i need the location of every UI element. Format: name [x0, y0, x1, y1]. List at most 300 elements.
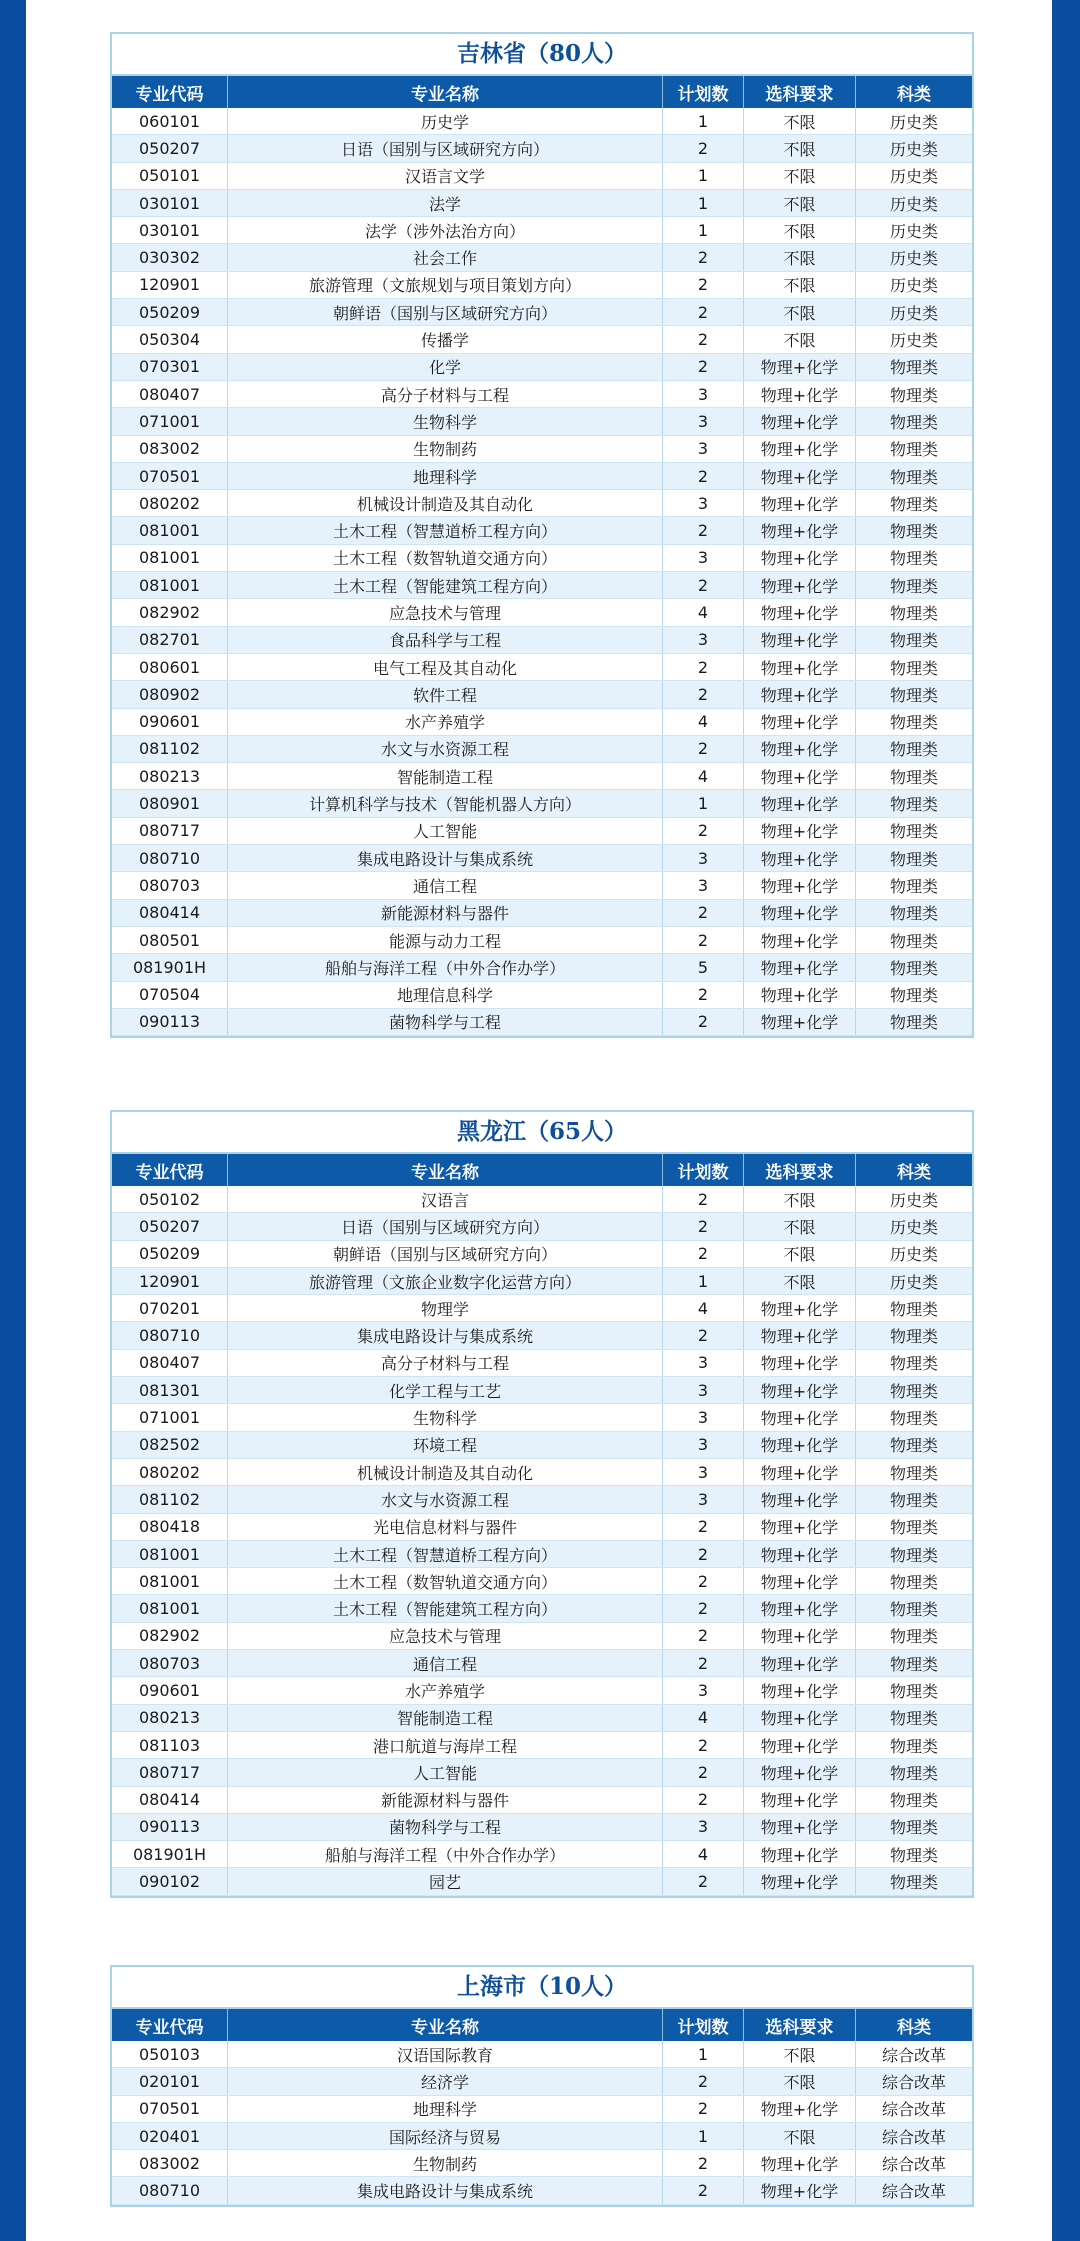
major-code-cell: 081001 — [112, 1540, 228, 1567]
plan-count-cell: 3 — [663, 1458, 744, 1485]
plan-count-cell: 2 — [663, 1568, 744, 1595]
major-code-cell: 080901 — [112, 790, 228, 817]
column-header: 计划数 — [663, 2009, 744, 2041]
category-cell: 历史类 — [856, 326, 973, 353]
subject-requirement-cell: 物理+化学 — [744, 1540, 856, 1567]
subject-requirement-cell: 物理+化学 — [744, 790, 856, 817]
major-name-cell: 水产养殖学 — [228, 1677, 663, 1704]
subject-requirement-cell: 物理+化学 — [744, 2150, 856, 2177]
column-header: 选科要求 — [744, 1154, 856, 1186]
major-name-cell: 软件工程 — [228, 681, 663, 708]
plan-count-cell: 3 — [663, 872, 744, 899]
subject-requirement-cell: 物理+化学 — [744, 1458, 856, 1485]
table-row — [112, 681, 972, 708]
table-header-row — [112, 2009, 972, 2041]
major-code-cell: 090601 — [112, 708, 228, 735]
subject-requirement-cell: 不限 — [744, 2041, 856, 2068]
column-header: 专业名称 — [228, 1154, 663, 1186]
table-row — [112, 1868, 972, 1895]
category-cell: 历史类 — [856, 108, 973, 135]
major-name-cell: 新能源材料与器件 — [228, 1786, 663, 1813]
plan-count-cell: 2 — [663, 1322, 744, 1349]
table-row — [112, 626, 972, 653]
subject-requirement-cell: 不限 — [744, 1213, 856, 1240]
plan-count-cell: 1 — [663, 162, 744, 189]
category-cell: 物理类 — [856, 790, 973, 817]
plan-count-cell: 3 — [663, 626, 744, 653]
right-side-bar — [1052, 0, 1080, 2241]
plan-count-cell: 3 — [663, 1431, 744, 1458]
major-code-cell: 070501 — [112, 2095, 228, 2122]
category-cell: 历史类 — [856, 299, 973, 326]
plan-table — [112, 2009, 972, 2205]
category-cell: 物理类 — [856, 1813, 973, 1840]
major-name-cell: 菌物科学与工程 — [228, 1813, 663, 1840]
subject-requirement-cell: 物理+化学 — [744, 599, 856, 626]
subject-requirement-cell: 物理+化学 — [744, 2177, 856, 2204]
plan-count-cell: 2 — [663, 2068, 744, 2095]
major-code-cell: 080601 — [112, 653, 228, 680]
category-cell: 综合改革 — [856, 2041, 973, 2068]
plan-count-cell: 1 — [663, 189, 744, 216]
major-name-cell: 国际经济与贸易 — [228, 2122, 663, 2149]
subject-requirement-cell: 物理+化学 — [744, 380, 856, 407]
subject-requirement-cell: 物理+化学 — [744, 544, 856, 571]
plan-count-cell: 3 — [663, 1486, 744, 1513]
subject-requirement-cell: 物理+化学 — [744, 2095, 856, 2122]
plan-count-cell: 2 — [663, 1213, 744, 1240]
major-name-cell: 通信工程 — [228, 872, 663, 899]
province-section — [110, 1965, 974, 2207]
table-row — [112, 517, 972, 544]
major-code-cell: 070301 — [112, 353, 228, 380]
column-header: 计划数 — [663, 1154, 744, 1186]
category-cell: 物理类 — [856, 708, 973, 735]
major-name-cell: 汉语言文学 — [228, 162, 663, 189]
category-cell: 物理类 — [856, 1868, 973, 1895]
major-name-cell: 土木工程（数智轨道交通方向） — [228, 544, 663, 571]
subject-requirement-cell: 不限 — [744, 189, 856, 216]
category-cell: 综合改革 — [856, 2177, 973, 2204]
column-header: 专业代码 — [112, 76, 228, 108]
category-cell: 物理类 — [856, 1704, 973, 1731]
plan-count-cell: 2 — [663, 1622, 744, 1649]
major-name-cell: 集成电路设计与集成系统 — [228, 2177, 663, 2204]
category-cell: 物理类 — [856, 981, 973, 1008]
table-row — [112, 981, 972, 1008]
category-cell: 物理类 — [856, 1677, 973, 1704]
major-name-cell: 智能制造工程 — [228, 1704, 663, 1731]
plan-count-cell: 2 — [663, 2177, 744, 2204]
major-name-cell: 高分子材料与工程 — [228, 380, 663, 407]
major-code-cell: 030302 — [112, 244, 228, 271]
subject-requirement-cell: 物理+化学 — [744, 1868, 856, 1895]
plan-count-cell: 2 — [663, 1759, 744, 1786]
plan-count-cell: 2 — [663, 926, 744, 953]
subject-requirement-cell: 物理+化学 — [744, 681, 856, 708]
table-row — [112, 1240, 972, 1267]
category-cell: 物理类 — [856, 653, 973, 680]
major-name-cell: 生物制药 — [228, 2150, 663, 2177]
major-code-cell: 080902 — [112, 681, 228, 708]
category-cell: 物理类 — [856, 353, 973, 380]
plan-count-cell: 2 — [663, 1513, 744, 1540]
major-code-cell: 080717 — [112, 817, 228, 844]
table-header-row — [112, 76, 972, 108]
subject-requirement-cell: 物理+化学 — [744, 1622, 856, 1649]
major-code-cell: 071001 — [112, 408, 228, 435]
table-row — [112, 2122, 972, 2149]
major-name-cell: 新能源材料与器件 — [228, 899, 663, 926]
major-code-cell: 080213 — [112, 1704, 228, 1731]
major-name-cell: 法学（涉外法治方向） — [228, 217, 663, 244]
major-name-cell: 日语（国别与区域研究方向） — [228, 135, 663, 162]
table-row — [112, 1349, 972, 1376]
major-name-cell: 地理科学 — [228, 462, 663, 489]
category-cell: 历史类 — [856, 135, 973, 162]
major-name-cell: 地理科学 — [228, 2095, 663, 2122]
major-name-cell: 计算机科学与技术（智能机器人方向） — [228, 790, 663, 817]
category-cell: 物理类 — [856, 1349, 973, 1376]
plan-count-cell: 2 — [663, 1731, 744, 1758]
table-row — [112, 1786, 972, 1813]
table-row — [112, 271, 972, 298]
category-cell: 历史类 — [856, 244, 973, 271]
category-cell: 物理类 — [856, 1731, 973, 1758]
plan-count-cell: 4 — [663, 763, 744, 790]
plan-count-cell: 1 — [663, 2041, 744, 2068]
category-cell: 物理类 — [856, 1622, 973, 1649]
plan-count-cell: 2 — [663, 735, 744, 762]
table-row — [112, 708, 972, 735]
major-name-cell: 船舶与海洋工程（中外合作办学） — [228, 954, 663, 981]
table-row — [112, 299, 972, 326]
subject-requirement-cell: 不限 — [744, 108, 856, 135]
major-code-cell: 080710 — [112, 2177, 228, 2204]
major-code-cell: 080407 — [112, 380, 228, 407]
major-name-cell: 应急技术与管理 — [228, 599, 663, 626]
plan-table — [112, 1154, 972, 1896]
subject-requirement-cell: 物理+化学 — [744, 490, 856, 517]
category-cell: 历史类 — [856, 271, 973, 298]
major-code-cell: 090113 — [112, 1813, 228, 1840]
category-cell: 历史类 — [856, 1186, 973, 1213]
plan-count-cell: 2 — [663, 326, 744, 353]
major-code-cell: 080703 — [112, 1650, 228, 1677]
plan-count-cell: 3 — [663, 1404, 744, 1431]
table-row — [112, 135, 972, 162]
major-code-cell: 050209 — [112, 1240, 228, 1267]
major-name-cell: 经济学 — [228, 2068, 663, 2095]
plan-count-cell: 2 — [663, 135, 744, 162]
table-row — [112, 2068, 972, 2095]
major-name-cell: 环境工程 — [228, 1431, 663, 1458]
major-code-cell: 081001 — [112, 572, 228, 599]
plan-count-cell: 2 — [663, 981, 744, 1008]
major-code-cell: 080717 — [112, 1759, 228, 1786]
subject-requirement-cell: 物理+化学 — [744, 1731, 856, 1758]
category-cell: 历史类 — [856, 1213, 973, 1240]
major-name-cell: 地理信息科学 — [228, 981, 663, 1008]
major-name-cell: 集成电路设计与集成系统 — [228, 845, 663, 872]
section-title: 吉林省（80人） — [112, 34, 972, 76]
subject-requirement-cell: 不限 — [744, 162, 856, 189]
subject-requirement-cell: 不限 — [744, 1186, 856, 1213]
column-header: 选科要求 — [744, 76, 856, 108]
column-header: 专业名称 — [228, 76, 663, 108]
plan-count-cell: 3 — [663, 380, 744, 407]
major-name-cell: 船舶与海洋工程（中外合作办学） — [228, 1841, 663, 1868]
plan-count-cell: 1 — [663, 790, 744, 817]
table-row — [112, 926, 972, 953]
category-cell: 物理类 — [856, 926, 973, 953]
category-cell: 物理类 — [856, 1568, 973, 1595]
plan-count-cell: 2 — [663, 899, 744, 926]
subject-requirement-cell: 不限 — [744, 244, 856, 271]
major-name-cell: 食品科学与工程 — [228, 626, 663, 653]
major-code-cell: 050209 — [112, 299, 228, 326]
table-row — [112, 1486, 972, 1513]
left-side-bar — [0, 0, 26, 2241]
plan-count-cell: 2 — [663, 653, 744, 680]
table-row — [112, 1841, 972, 1868]
major-code-cell: 081001 — [112, 1568, 228, 1595]
table-row — [112, 353, 972, 380]
table-row — [112, 217, 972, 244]
plan-count-cell: 4 — [663, 1841, 744, 1868]
subject-requirement-cell: 物理+化学 — [744, 1813, 856, 1840]
category-cell: 物理类 — [856, 1486, 973, 1513]
subject-requirement-cell: 物理+化学 — [744, 353, 856, 380]
major-code-cell: 050102 — [112, 1186, 228, 1213]
category-cell: 物理类 — [856, 954, 973, 981]
table-row — [112, 1540, 972, 1567]
subject-requirement-cell: 不限 — [744, 299, 856, 326]
plan-count-cell: 2 — [663, 1650, 744, 1677]
subject-requirement-cell: 物理+化学 — [744, 1513, 856, 1540]
table-row — [112, 2150, 972, 2177]
subject-requirement-cell: 不限 — [744, 326, 856, 353]
major-code-cell: 081103 — [112, 1731, 228, 1758]
plan-count-cell: 2 — [663, 1186, 744, 1213]
major-code-cell: 081001 — [112, 517, 228, 544]
subject-requirement-cell: 不限 — [744, 2068, 856, 2095]
category-cell: 物理类 — [856, 1595, 973, 1622]
plan-count-cell: 4 — [663, 708, 744, 735]
major-code-cell: 050207 — [112, 1213, 228, 1240]
category-cell: 综合改革 — [856, 2122, 973, 2149]
table-row — [112, 1431, 972, 1458]
major-name-cell: 化学工程与工艺 — [228, 1377, 663, 1404]
major-code-cell: 070504 — [112, 981, 228, 1008]
subject-requirement-cell: 物理+化学 — [744, 1349, 856, 1376]
plan-count-cell: 2 — [663, 462, 744, 489]
plan-count-cell: 3 — [663, 544, 744, 571]
category-cell: 物理类 — [856, 1513, 973, 1540]
table-row — [112, 1568, 972, 1595]
subject-requirement-cell: 不限 — [744, 2122, 856, 2149]
table-row — [112, 817, 972, 844]
major-name-cell: 生物科学 — [228, 1404, 663, 1431]
major-code-cell: 050101 — [112, 162, 228, 189]
subject-requirement-cell: 物理+化学 — [744, 954, 856, 981]
major-code-cell: 090113 — [112, 1008, 228, 1035]
subject-requirement-cell: 物理+化学 — [744, 1322, 856, 1349]
major-code-cell: 070501 — [112, 462, 228, 489]
major-code-cell: 081001 — [112, 544, 228, 571]
category-cell: 综合改革 — [856, 2095, 973, 2122]
plan-count-cell: 2 — [663, 681, 744, 708]
category-cell: 物理类 — [856, 817, 973, 844]
subject-requirement-cell: 物理+化学 — [744, 981, 856, 1008]
plan-count-cell: 2 — [663, 353, 744, 380]
subject-requirement-cell: 物理+化学 — [744, 845, 856, 872]
subject-requirement-cell: 物理+化学 — [744, 1486, 856, 1513]
subject-requirement-cell: 物理+化学 — [744, 872, 856, 899]
subject-requirement-cell: 物理+化学 — [744, 1008, 856, 1035]
major-name-cell: 旅游管理（文旅企业数字化运营方向） — [228, 1267, 663, 1294]
major-code-cell: 050207 — [112, 135, 228, 162]
category-cell: 历史类 — [856, 189, 973, 216]
category-cell: 物理类 — [856, 435, 973, 462]
plan-count-cell: 1 — [663, 2122, 744, 2149]
subject-requirement-cell: 物理+化学 — [744, 1786, 856, 1813]
major-code-cell: 080202 — [112, 490, 228, 517]
table-row — [112, 1759, 972, 1786]
major-code-cell: 030101 — [112, 189, 228, 216]
major-name-cell: 园艺 — [228, 1868, 663, 1895]
subject-requirement-cell: 物理+化学 — [744, 1404, 856, 1431]
major-name-cell: 水文与水资源工程 — [228, 735, 663, 762]
major-name-cell: 法学 — [228, 189, 663, 216]
major-code-cell: 071001 — [112, 1404, 228, 1431]
major-code-cell: 082902 — [112, 599, 228, 626]
major-name-cell: 旅游管理（文旅规划与项目策划方向） — [228, 271, 663, 298]
major-code-cell: 080414 — [112, 1786, 228, 1813]
category-cell: 综合改革 — [856, 2150, 973, 2177]
major-code-cell: 120901 — [112, 271, 228, 298]
major-code-cell: 070201 — [112, 1295, 228, 1322]
major-name-cell: 土木工程（数智轨道交通方向） — [228, 1568, 663, 1595]
category-cell: 物理类 — [856, 1404, 973, 1431]
major-name-cell: 生物科学 — [228, 408, 663, 435]
column-header: 计划数 — [663, 76, 744, 108]
major-code-cell: 081301 — [112, 1377, 228, 1404]
table-header-row — [112, 1154, 972, 1186]
major-name-cell: 汉语国际教育 — [228, 2041, 663, 2068]
major-code-cell: 050103 — [112, 2041, 228, 2068]
table-row — [112, 544, 972, 571]
major-code-cell: 082902 — [112, 1622, 228, 1649]
category-cell: 物理类 — [856, 626, 973, 653]
plan-count-cell: 2 — [663, 299, 744, 326]
category-cell: 历史类 — [856, 217, 973, 244]
plan-count-cell: 2 — [663, 1868, 744, 1895]
category-cell: 物理类 — [856, 1759, 973, 1786]
major-code-cell: 082701 — [112, 626, 228, 653]
category-cell: 物理类 — [856, 544, 973, 571]
plan-count-cell: 2 — [663, 1240, 744, 1267]
major-code-cell: 082502 — [112, 1431, 228, 1458]
table-row — [112, 244, 972, 271]
table-row — [112, 1295, 972, 1322]
subject-requirement-cell: 物理+化学 — [744, 653, 856, 680]
table-row — [112, 572, 972, 599]
section-title: 上海市（10人） — [112, 1967, 972, 2009]
table-row — [112, 1813, 972, 1840]
category-cell: 物理类 — [856, 599, 973, 626]
major-code-cell: 080418 — [112, 1513, 228, 1540]
subject-requirement-cell: 物理+化学 — [744, 1377, 856, 1404]
major-name-cell: 传播学 — [228, 326, 663, 353]
table-row — [112, 1267, 972, 1294]
category-cell: 物理类 — [856, 735, 973, 762]
major-name-cell: 菌物科学与工程 — [228, 1008, 663, 1035]
major-code-cell: 090102 — [112, 1868, 228, 1895]
major-name-cell: 土木工程（智慧道桥工程方向） — [228, 517, 663, 544]
column-header: 科类 — [856, 76, 973, 108]
major-name-cell: 水产养殖学 — [228, 708, 663, 735]
major-code-cell: 080501 — [112, 926, 228, 953]
category-cell: 物理类 — [856, 1458, 973, 1485]
plan-count-cell: 3 — [663, 1813, 744, 1840]
plan-count-cell: 2 — [663, 1008, 744, 1035]
plan-count-cell: 1 — [663, 1267, 744, 1294]
major-code-cell: 080703 — [112, 872, 228, 899]
plan-count-cell: 3 — [663, 490, 744, 517]
major-name-cell: 高分子材料与工程 — [228, 1349, 663, 1376]
category-cell: 物理类 — [856, 763, 973, 790]
category-cell: 物理类 — [856, 899, 973, 926]
column-header: 专业代码 — [112, 2009, 228, 2041]
major-name-cell: 社会工作 — [228, 244, 663, 271]
major-name-cell: 土木工程（智能建筑工程方向） — [228, 572, 663, 599]
major-code-cell: 020101 — [112, 2068, 228, 2095]
subject-requirement-cell: 不限 — [744, 271, 856, 298]
subject-requirement-cell: 物理+化学 — [744, 408, 856, 435]
major-code-cell: 050304 — [112, 326, 228, 353]
subject-requirement-cell: 物理+化学 — [744, 1431, 856, 1458]
major-name-cell: 历史学 — [228, 108, 663, 135]
subject-requirement-cell: 物理+化学 — [744, 1677, 856, 1704]
plan-count-cell: 3 — [663, 1677, 744, 1704]
table-row — [112, 1458, 972, 1485]
major-name-cell: 智能制造工程 — [228, 763, 663, 790]
subject-requirement-cell: 不限 — [744, 1267, 856, 1294]
major-name-cell: 朝鲜语（国别与区域研究方向） — [228, 1240, 663, 1267]
table-row — [112, 162, 972, 189]
subject-requirement-cell: 不限 — [744, 217, 856, 244]
major-name-cell: 港口航道与海岸工程 — [228, 1731, 663, 1758]
subject-requirement-cell: 物理+化学 — [744, 462, 856, 489]
category-cell: 物理类 — [856, 1322, 973, 1349]
major-name-cell: 生物制药 — [228, 435, 663, 462]
plan-count-cell: 2 — [663, 2095, 744, 2122]
category-cell: 物理类 — [856, 490, 973, 517]
subject-requirement-cell: 物理+化学 — [744, 572, 856, 599]
column-header: 专业名称 — [228, 2009, 663, 2041]
subject-requirement-cell: 物理+化学 — [744, 763, 856, 790]
table-row — [112, 1213, 972, 1240]
table-row — [112, 872, 972, 899]
table-row — [112, 1513, 972, 1540]
column-header: 科类 — [856, 1154, 973, 1186]
table-row — [112, 1622, 972, 1649]
major-name-cell: 土木工程（智慧道桥工程方向） — [228, 1540, 663, 1567]
major-code-cell: 081102 — [112, 1486, 228, 1513]
plan-count-cell: 2 — [663, 1595, 744, 1622]
category-cell: 物理类 — [856, 408, 973, 435]
